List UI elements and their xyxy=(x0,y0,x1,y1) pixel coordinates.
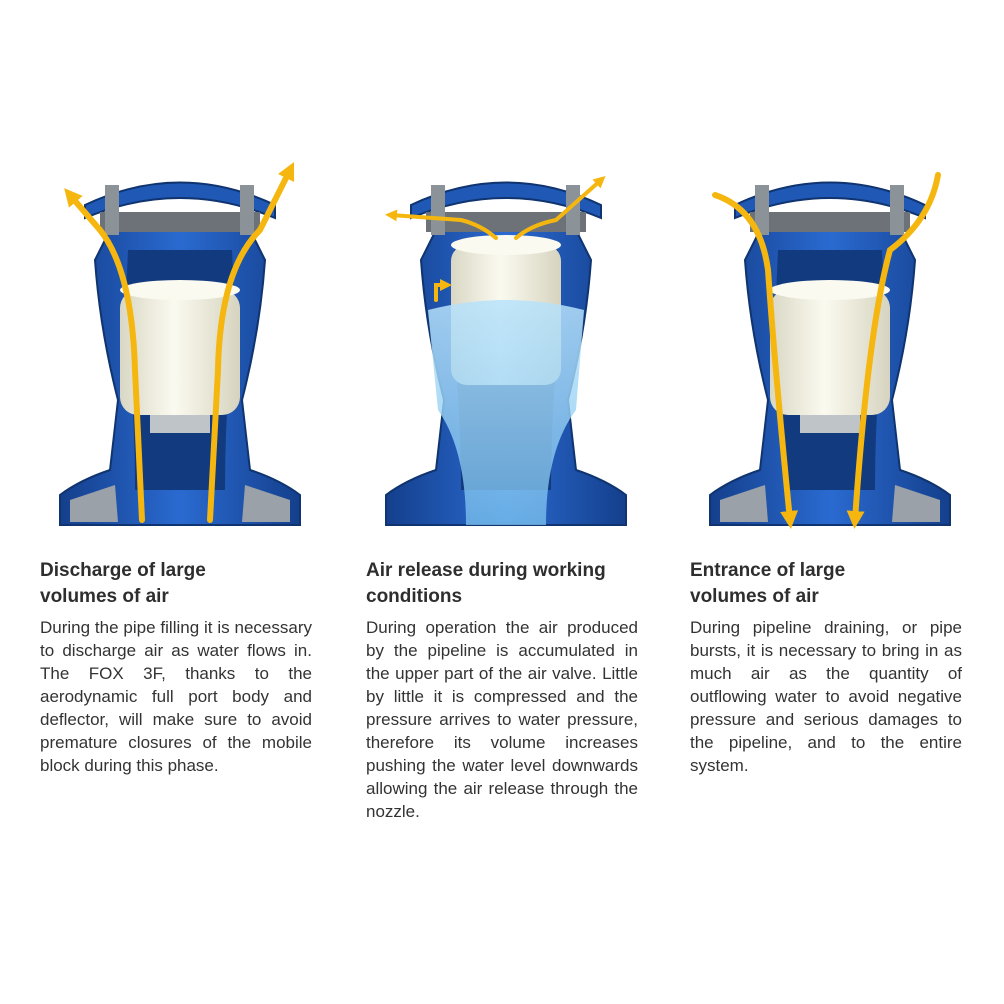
panel-entrance xyxy=(690,150,990,775)
panel-body: During the pipe filling it is necessary to discharge air as water flows in. The FOX 3F, thanks to the aerodynamic full port body and deflector, will make sure to avoid premature closures of the mobile block during this phase. xyxy=(40,618,312,775)
valve-cover xyxy=(85,183,275,236)
valve-cover xyxy=(735,183,925,236)
panel-discharge xyxy=(40,150,340,775)
valve-entrance-illustration xyxy=(690,150,990,540)
title-line: Entrance of large xyxy=(690,560,846,581)
panel-title xyxy=(690,558,980,610)
title-line: Air release during working xyxy=(366,560,606,581)
panel-body: During pipeline draining, or pipe bursts, it is necessary to bring in as much air as the quantity of outflowing water to avoid negative pressure and serious damages to the pipeline, and to the entire system. xyxy=(690,618,962,775)
title-line: volumes of air xyxy=(40,586,169,607)
panel-title xyxy=(366,558,656,610)
title-line: conditions xyxy=(366,586,463,607)
title-line: volumes of air xyxy=(690,586,819,607)
panel-body: During operation the air produced by the pipeline is accumulated in the upper part of the air valve. Little by little it is compressed and the pressure arrives to water pressure, therefore its volume increases pushing the water level downwards allowing the air release through the nozzle. xyxy=(366,618,638,821)
valve-discharge-illustration xyxy=(40,150,340,540)
valve-air-release-illustration xyxy=(366,150,666,540)
valve-cover xyxy=(411,183,601,236)
panel-air-release xyxy=(366,150,666,821)
title-line: Discharge of large xyxy=(40,560,206,581)
panel-title xyxy=(40,558,330,610)
